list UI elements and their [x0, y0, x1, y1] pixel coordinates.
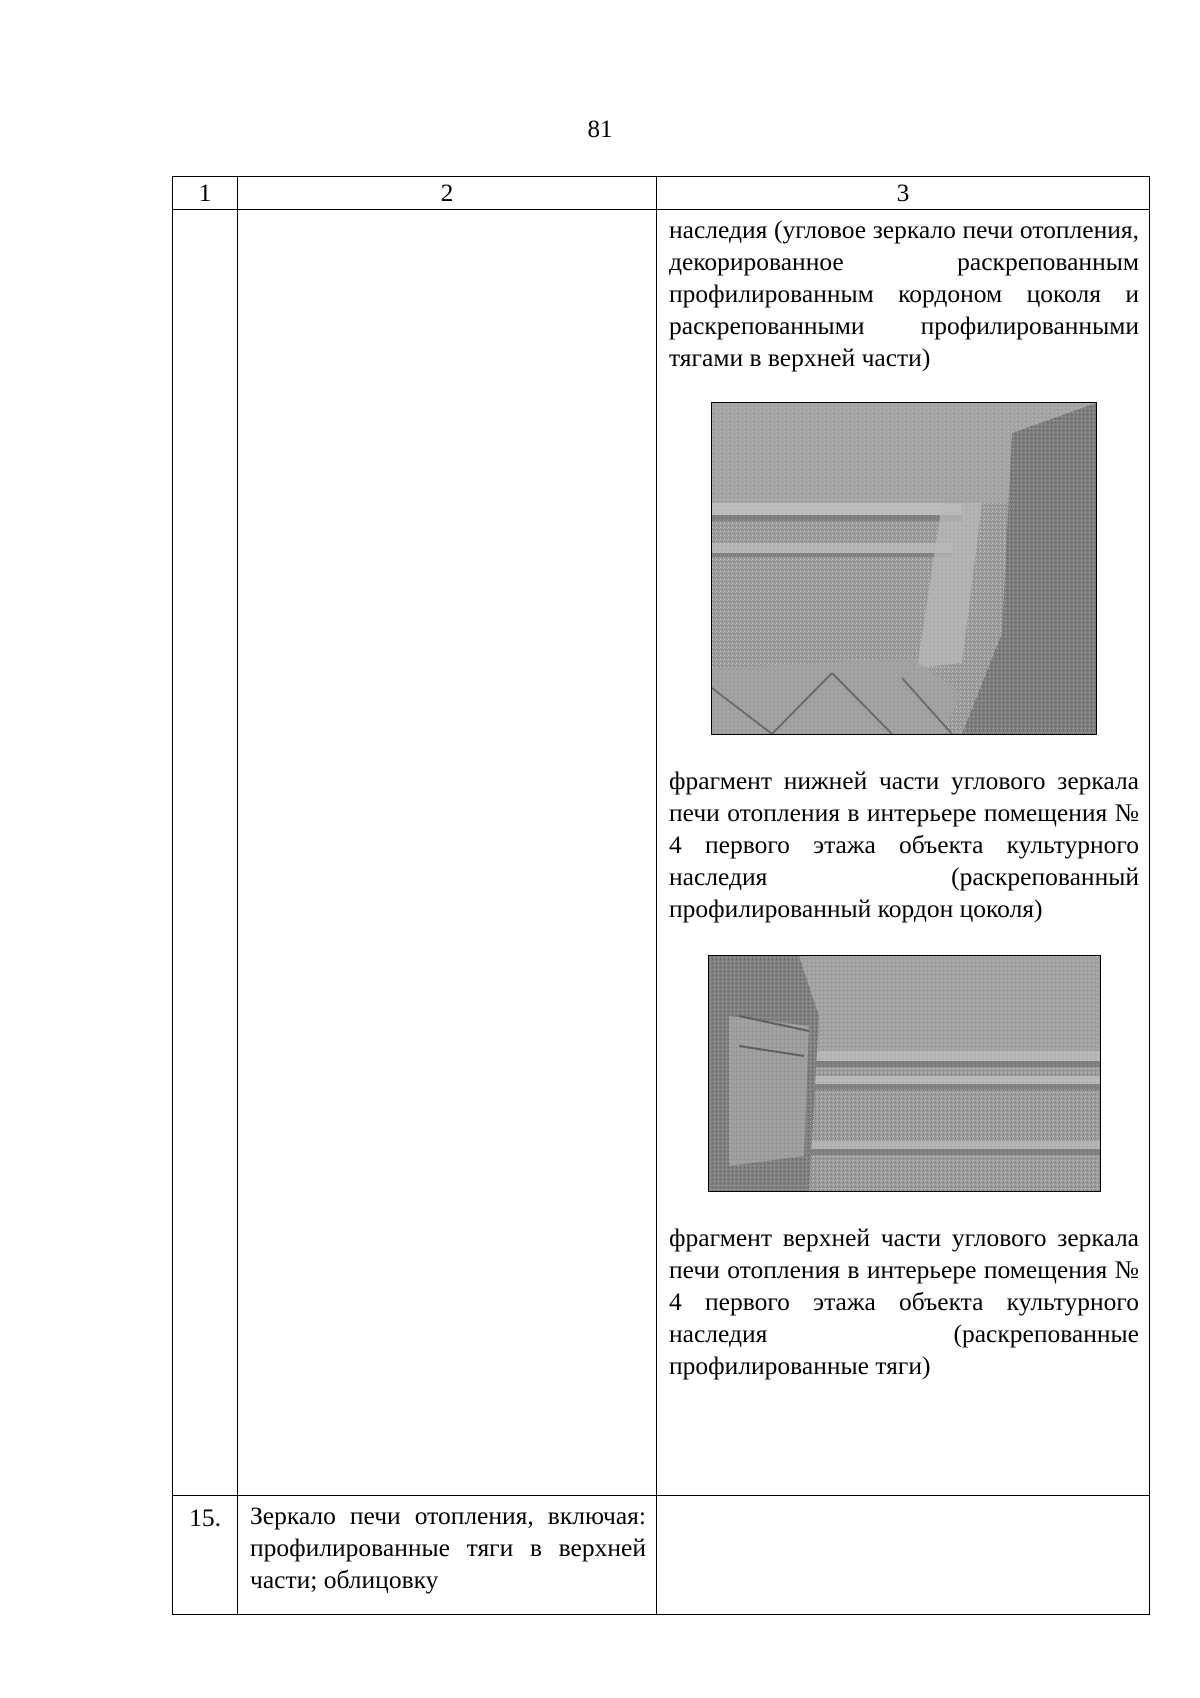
stove-corner-lower-photo: [711, 402, 1097, 735]
row-15-number: 15.: [173, 1496, 238, 1615]
row-15-description: Зеркало печи отопления, включая: профилированные тяги в верхней части; облицовку: [250, 1501, 646, 1594]
col3-intro-text: наследия (угловое зеркало печи отопления, декорированное раскрепованным профилированным кордоном цоколя и раскрепованными профилированными тягами в верхней части): [669, 215, 1139, 372]
row-continued-col-1: [173, 210, 238, 1496]
table-row-15: [173, 1496, 1150, 1615]
stove-corner-upper-photo: [708, 955, 1101, 1192]
photo1-caption: фрагмент нижней части углового зеркала печи отопления в интерьере помещения № 4 первого этажа объекта культурного наследия (раскрепованный профилированный кордон цоколя): [669, 766, 1139, 923]
row-continued-col-2: [238, 210, 657, 1496]
table-row-continued: [173, 210, 1150, 1496]
row-15-col-3: [657, 1496, 1150, 1615]
page-number: 81: [587, 116, 613, 143]
header-col-1: 1: [173, 177, 238, 210]
header-col-2: 2: [238, 177, 657, 210]
header-col-3: 3: [657, 177, 1150, 210]
row-15-col-2: [238, 1496, 657, 1615]
row-continued-col-3: [657, 210, 1150, 1496]
table-header-row: [173, 177, 1150, 210]
photo2-caption: фрагмент верхней части углового зеркала печи отопления в интерьере помещения № 4 первого этажа объекта культурного наследия (раскрепованные профилированные тяги): [669, 1223, 1139, 1380]
document-table: [172, 176, 1150, 1615]
